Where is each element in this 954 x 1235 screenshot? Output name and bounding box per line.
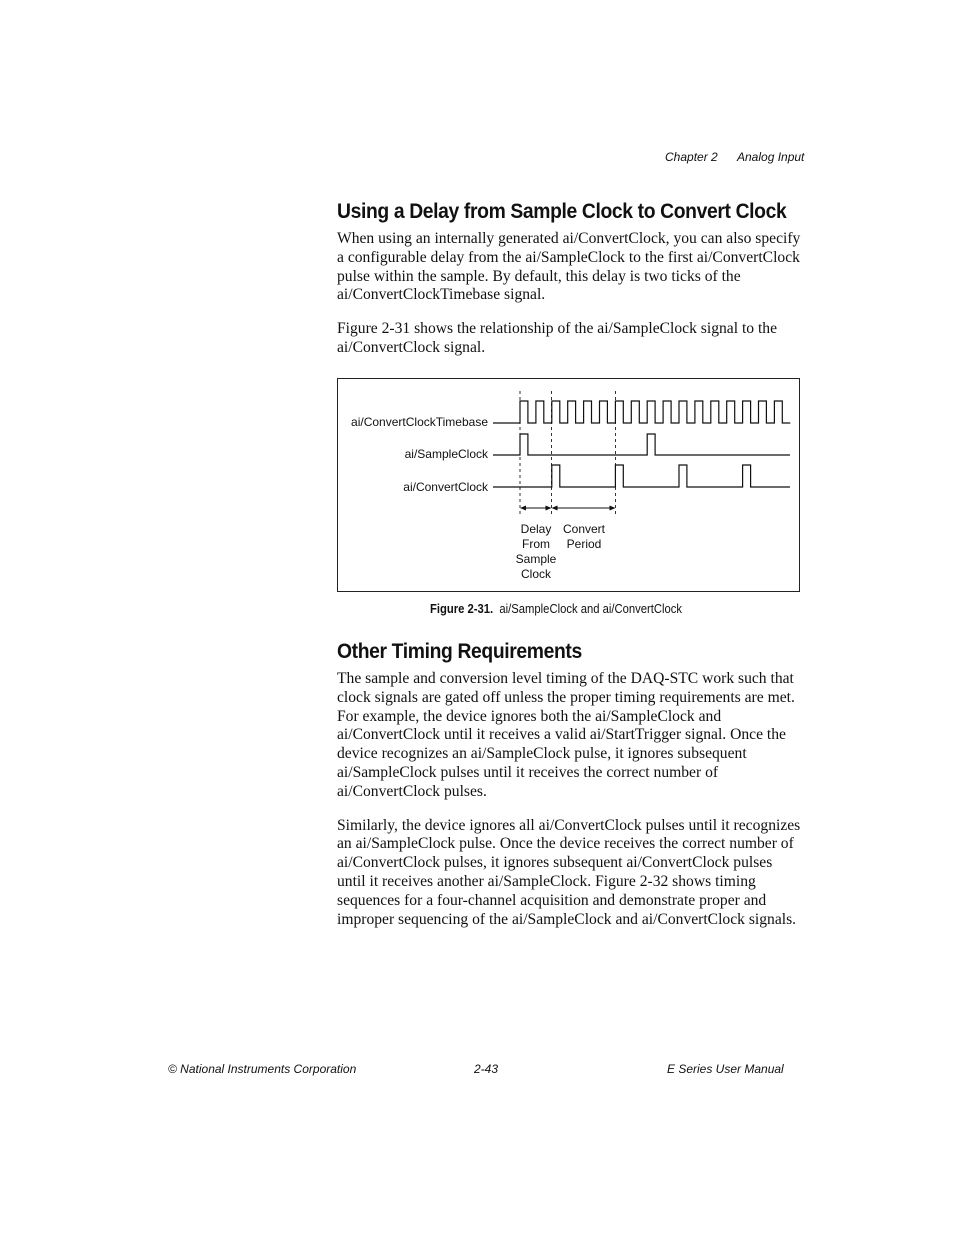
paragraph: The sample and conversion level timing of the DAQ-STC work such that clock signals are gated off unless the proper timing requirements are met. For example, the device ignores both the ai/SampleClock and ai/ConvertClock until it receives a valid ai/StartTrigger signal. Once the device recognizes an ai/SampleClock pulse, it ignores subsequent ai/SampleClock pulses until it receives the correct number of ai/ConvertClock pulses. [337,670,795,800]
section-heading-other-timing: Other Timing Requirements [337,640,582,663]
delay-arrow [520,506,552,511]
section-heading-delay: Using a Delay from Sample Clock to Convert Clock [337,200,787,223]
header-chapter: Chapter 2 [665,150,718,164]
paragraph: Similarly, the device ignores all ai/ConvertClock pulses until it recognizes an ai/SampleClock pulse. Once the device receives the correct number of ai/ConvertClock pulses, it ignores subsequent ai/ConvertClock pulses until it receives another ai/SampleClock. Figure 2-32 shows timing sequences for a four-channel acquisition and demonstrate proper and improper sequencing of the ai/SampleClock and ai/ConvertClock signals. [337,816,801,928]
signal-label-sample: ai/SampleClock [404,447,488,461]
annotation-delay-line: Delay [520,522,552,536]
annotation-convert-period-line: Convert [562,522,606,536]
timing-diagram-svg [338,379,799,591]
footer-copyright: © National Instruments Corporation [168,1062,357,1076]
waveform-convert [493,465,790,487]
figure-caption [430,602,682,616]
section2-body [337,670,803,929]
figure-caption-number: Figure 2-31. [430,602,494,616]
paragraph: Figure 2-31 shows the relationship of the ai/SampleClock signal to the ai/ConvertClock signal. [337,320,778,356]
section1-body [337,230,803,358]
footer-page-number: 2-43 [474,1062,499,1076]
annotation-delay-line: Sample [515,552,557,566]
figure-timing-diagram [337,378,800,592]
waveform-sample [493,434,790,455]
signal-label-convert: ai/ConvertClock [403,480,488,494]
signal-label-timebase: ai/ConvertClockTimebase [351,415,488,429]
annotation-delay-line: Clock [520,567,552,581]
annotation-convert-period-line: Period [566,537,602,551]
footer-manual-title: E Series User Manual [667,1062,784,1076]
convert-period-arrow [552,506,616,511]
annotation-delay-line: From [522,537,550,551]
header-section: Analog Input [737,150,805,164]
figure-caption-text: ai/SampleClock and ai/ConvertClock [499,602,682,616]
paragraph: When using an internally generated ai/ConvertClock, you can also specify a configurable delay from the ai/SampleClock to the first ai/ConvertClock pulse within the sample. By default, this delay is two ticks of the ai/ConvertClockTimebase signal. [337,230,801,304]
waveform-timebase [493,401,790,423]
